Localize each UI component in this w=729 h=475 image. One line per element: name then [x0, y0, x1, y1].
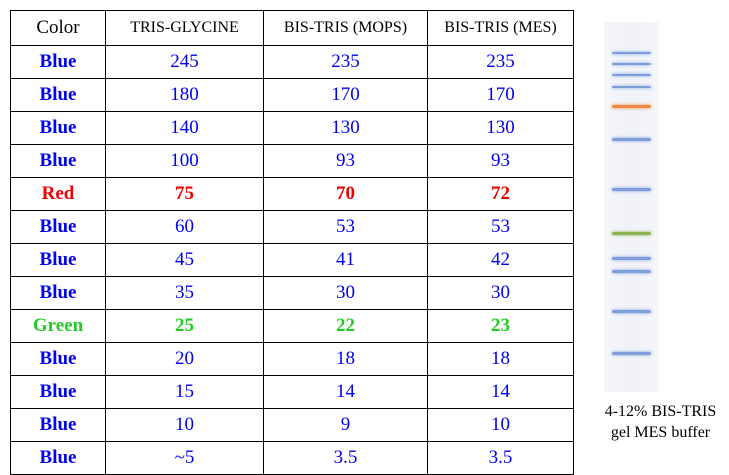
tris-glycine-cell: 35: [106, 277, 264, 310]
table-row: [11, 343, 574, 376]
bis-tris-mes-cell: 23: [428, 310, 574, 343]
tris-glycine-cell: 100: [106, 145, 264, 178]
gel-band-blue: [612, 74, 651, 76]
header-color: Color: [11, 11, 106, 46]
bis-tris-mops-cell: 235: [264, 46, 428, 79]
marker-size-table: [10, 10, 574, 475]
gel-caption-line1: 4-12% BIS-TRIS: [604, 403, 717, 420]
bis-tris-mes-cell: 93: [428, 145, 574, 178]
gel-band-orange: [612, 105, 651, 108]
gel-caption: [592, 401, 729, 443]
bis-tris-mops-cell: 9: [264, 409, 428, 442]
tris-glycine-cell: 15: [106, 376, 264, 409]
bis-tris-mes-cell: 42: [428, 244, 574, 277]
header-bis-tris-mes: BIS-TRIS (MES): [428, 11, 574, 46]
color-cell: Blue: [11, 244, 106, 277]
bis-tris-mops-cell: 130: [264, 112, 428, 145]
bis-tris-mes-cell: 14: [428, 376, 574, 409]
gel-lane-image: [604, 22, 659, 392]
color-cell: Blue: [11, 46, 106, 79]
color-cell: Blue: [11, 112, 106, 145]
color-cell: Blue: [11, 145, 106, 178]
bis-tris-mops-cell: 18: [264, 343, 428, 376]
header-tris-glycine: TRIS-GLYCINE: [106, 11, 264, 46]
table-row: [11, 442, 574, 475]
bis-tris-mes-cell: 53: [428, 211, 574, 244]
table-row: [11, 112, 574, 145]
color-cell: Red: [11, 178, 106, 211]
table-header-row: [11, 11, 574, 46]
gel-band-blue: [612, 270, 651, 273]
bis-tris-mes-cell: 130: [428, 112, 574, 145]
bis-tris-mops-cell: 170: [264, 79, 428, 112]
bis-tris-mes-cell: 72: [428, 178, 574, 211]
gel-band-blue: [612, 52, 651, 54]
color-cell: Blue: [11, 211, 106, 244]
color-cell: Blue: [11, 409, 106, 442]
color-cell: Blue: [11, 376, 106, 409]
gel-band-blue: [612, 188, 651, 191]
tris-glycine-cell: 75: [106, 178, 264, 211]
tris-glycine-cell: 180: [106, 79, 264, 112]
bis-tris-mops-cell: 53: [264, 211, 428, 244]
table-row: [11, 409, 574, 442]
bis-tris-mops-cell: 70: [264, 178, 428, 211]
gel-band-blue: [612, 86, 651, 88]
table-row: [11, 178, 574, 211]
bis-tris-mes-cell: 18: [428, 343, 574, 376]
bis-tris-mops-cell: 3.5: [264, 442, 428, 475]
table-row: [11, 376, 574, 409]
bis-tris-mes-cell: 10: [428, 409, 574, 442]
header-bis-tris-mops: BIS-TRIS (MOPS): [264, 11, 428, 46]
color-cell: Blue: [11, 343, 106, 376]
bis-tris-mops-cell: 30: [264, 277, 428, 310]
gel-band-blue: [612, 352, 651, 355]
bis-tris-mops-cell: 41: [264, 244, 428, 277]
gel-band-blue: [612, 257, 651, 260]
bis-tris-mops-cell: 22: [264, 310, 428, 343]
table-row: [11, 244, 574, 277]
tris-glycine-cell: 25: [106, 310, 264, 343]
color-cell: Green: [11, 310, 106, 343]
gel-caption-line2: gel MES buffer: [610, 424, 711, 441]
gel-band-blue: [612, 63, 651, 65]
table-row: [11, 211, 574, 244]
table-row: [11, 79, 574, 112]
table-row: [11, 145, 574, 178]
table-row: [11, 46, 574, 79]
tris-glycine-cell: 45: [106, 244, 264, 277]
bis-tris-mes-cell: 3.5: [428, 442, 574, 475]
color-cell: Blue: [11, 277, 106, 310]
color-cell: Blue: [11, 79, 106, 112]
bis-tris-mes-cell: 235: [428, 46, 574, 79]
table-body: [11, 46, 574, 475]
table-row: [11, 277, 574, 310]
table-row: [11, 310, 574, 343]
tris-glycine-cell: 20: [106, 343, 264, 376]
bis-tris-mops-cell: 14: [264, 376, 428, 409]
color-cell: Blue: [11, 442, 106, 475]
gel-band-green: [612, 232, 651, 235]
gel-band-blue: [612, 138, 651, 141]
bis-tris-mes-cell: 170: [428, 79, 574, 112]
tris-glycine-cell: ~5: [106, 442, 264, 475]
bis-tris-mes-cell: 30: [428, 277, 574, 310]
tris-glycine-cell: 10: [106, 409, 264, 442]
tris-glycine-cell: 140: [106, 112, 264, 145]
tris-glycine-cell: 60: [106, 211, 264, 244]
gel-band-blue: [612, 310, 651, 313]
tris-glycine-cell: 245: [106, 46, 264, 79]
bis-tris-mops-cell: 93: [264, 145, 428, 178]
